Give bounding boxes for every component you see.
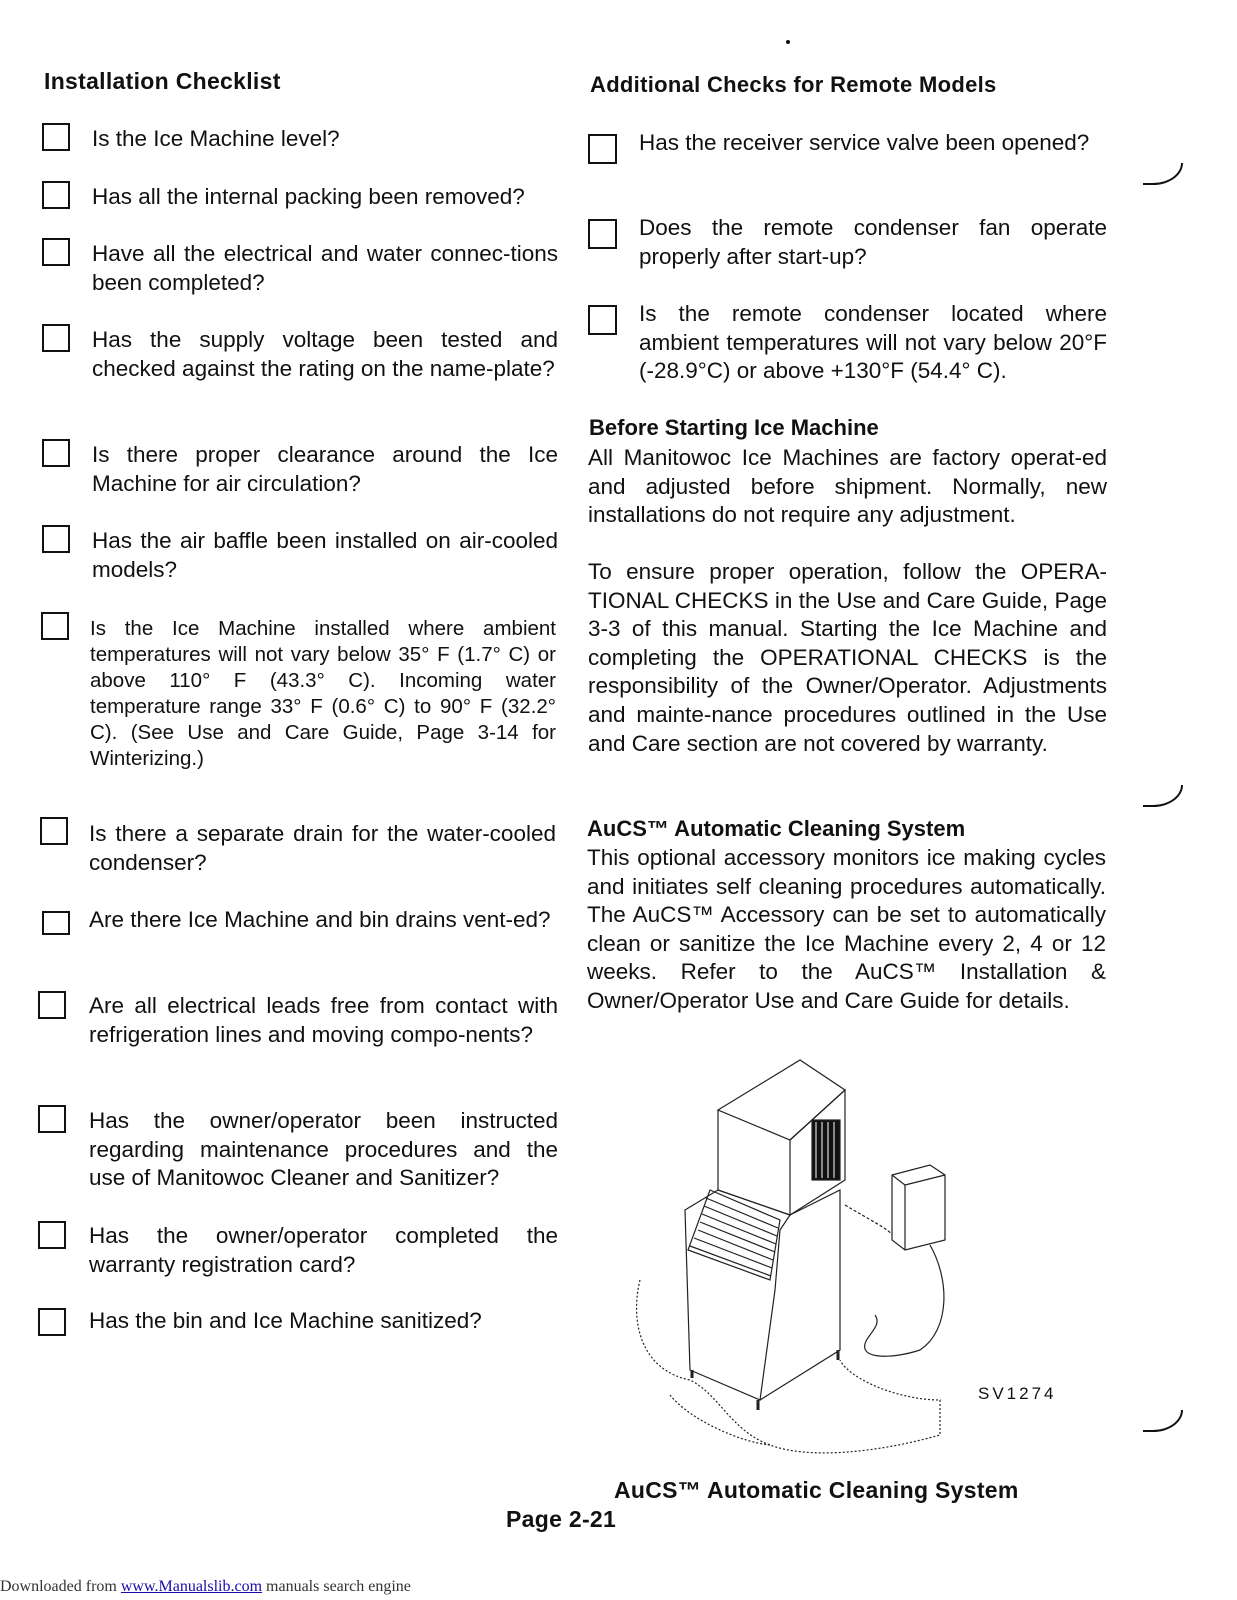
checkbox[interactable]	[42, 324, 70, 352]
checklist-item-text: Is there proper clearance around the Ice Machine for air circulation?	[92, 442, 558, 496]
checkbox[interactable]	[38, 991, 66, 1019]
checkbox[interactable]	[40, 817, 68, 845]
ice-machine-illustration	[630, 1050, 960, 1470]
margin-mark	[1143, 163, 1183, 185]
margin-mark	[1143, 785, 1183, 807]
before-starting-paragraph-1: All Manitowoc Ice Machines are factory operat-ed and adjusted before shipment. Normally, new installations do not require any adjustment.	[588, 445, 1107, 528]
installation-checklist-heading: Installation Checklist	[44, 68, 281, 94]
checklist-item-text: Is the Ice Machine installed where ambient temperatures will not vary below 35° F (1.7° C) or above 110° F (43.3° C). Incoming water temperature range 33° F (0.6° C) to 90° F (32.2° C). (See Use and Care Guide, Page 3-14 for Winterizing.)	[90, 617, 556, 770]
checkbox[interactable]	[588, 305, 617, 335]
checklist-item-text: Are there Ice Machine and bin drains vent-ed?	[89, 907, 551, 932]
checkbox[interactable]	[42, 911, 70, 935]
checklist-item-text: Has all the internal packing been removed?	[92, 184, 525, 209]
before-starting-heading: Before Starting Ice Machine	[589, 415, 879, 440]
remote-check-text: Has the receiver service valve been opened?	[639, 130, 1090, 155]
checkbox[interactable]	[42, 123, 70, 151]
checklist-item-text: Is the Ice Machine level?	[92, 126, 340, 151]
manualslib-link[interactable]: www.Manualslib.com	[120, 1578, 263, 1595]
footer-suffix: manuals search engine	[262, 1578, 411, 1595]
checkbox[interactable]	[38, 1308, 66, 1336]
checklist-item-text: Has the owner/operator completed the warranty registration card?	[89, 1223, 558, 1277]
remote-check-text: Is the remote condenser located where ambient temperatures will not vary below 20°F (-28.9°C) or above +130°F (54.4° C).	[639, 301, 1107, 384]
before-starting-paragraph-2: To ensure proper operation, follow the OPERA-TIONAL CHECKS in the Use and Care Guide, Page 3-3 of this manual. Starting the Ice Machine and completing the OPERATIONAL CHECKS is the responsibility of the Owner/Operator. Adjustments and mainte-nance procedures outlined in the Use and Care section are not covered by warranty.	[588, 559, 1107, 756]
checklist-item-text: Has the owner/operator been instructed regarding maintenance procedures and the use of Manitowoc Cleaner and Sanitizer?	[89, 1108, 558, 1191]
checklist-item-text: Is there a separate drain for the water-cooled condenser?	[89, 821, 556, 875]
checkbox[interactable]	[42, 181, 70, 209]
page-number: Page 2-21	[506, 1506, 617, 1532]
checkbox[interactable]	[41, 612, 69, 640]
figure-caption: AuCS™ Automatic Cleaning System	[614, 1477, 1019, 1503]
checkbox[interactable]	[588, 134, 617, 164]
checkbox[interactable]	[42, 238, 70, 266]
checkbox[interactable]	[38, 1221, 66, 1249]
checkbox[interactable]	[38, 1105, 66, 1133]
download-footer	[0, 1578, 411, 1596]
margin-mark	[1143, 1410, 1183, 1432]
remote-check-text: Does the remote condenser fan operate properly after start-up?	[639, 215, 1107, 269]
checklist-item-text: Has the bin and Ice Machine sanitized?	[89, 1308, 482, 1333]
figure-code: SV1274	[978, 1384, 1057, 1403]
checkbox[interactable]	[42, 525, 70, 553]
aucs-heading: AuCS™ Automatic Cleaning System	[587, 816, 966, 841]
remote-models-heading: Additional Checks for Remote Models	[590, 72, 997, 97]
checkbox[interactable]	[588, 219, 617, 249]
top-dot	[786, 40, 790, 44]
checklist-item-text: Are all electrical leads free from contact with refrigeration lines and moving compo-nents?	[89, 993, 558, 1047]
aucs-paragraph: This optional accessory monitors ice making cycles and initiates self cleaning procedures automatically. The AuCS™ Accessory can be set to automatically clean or sanitize the Ice Machine every 2, 4 or 12 weeks. Refer to the AuCS™ Installation & Owner/Operator Use and Care Guide for details.	[587, 845, 1106, 1013]
checklist-item-text: Has the air baffle been installed on air-cooled models?	[92, 528, 558, 582]
checklist-item-text: Has the supply voltage been tested and checked against the rating on the name-plate?	[92, 327, 558, 381]
checkbox[interactable]	[42, 439, 70, 467]
footer-prefix: Downloaded from	[0, 1578, 121, 1595]
checklist-item-text: Have all the electrical and water connec-tions been completed?	[92, 241, 558, 295]
